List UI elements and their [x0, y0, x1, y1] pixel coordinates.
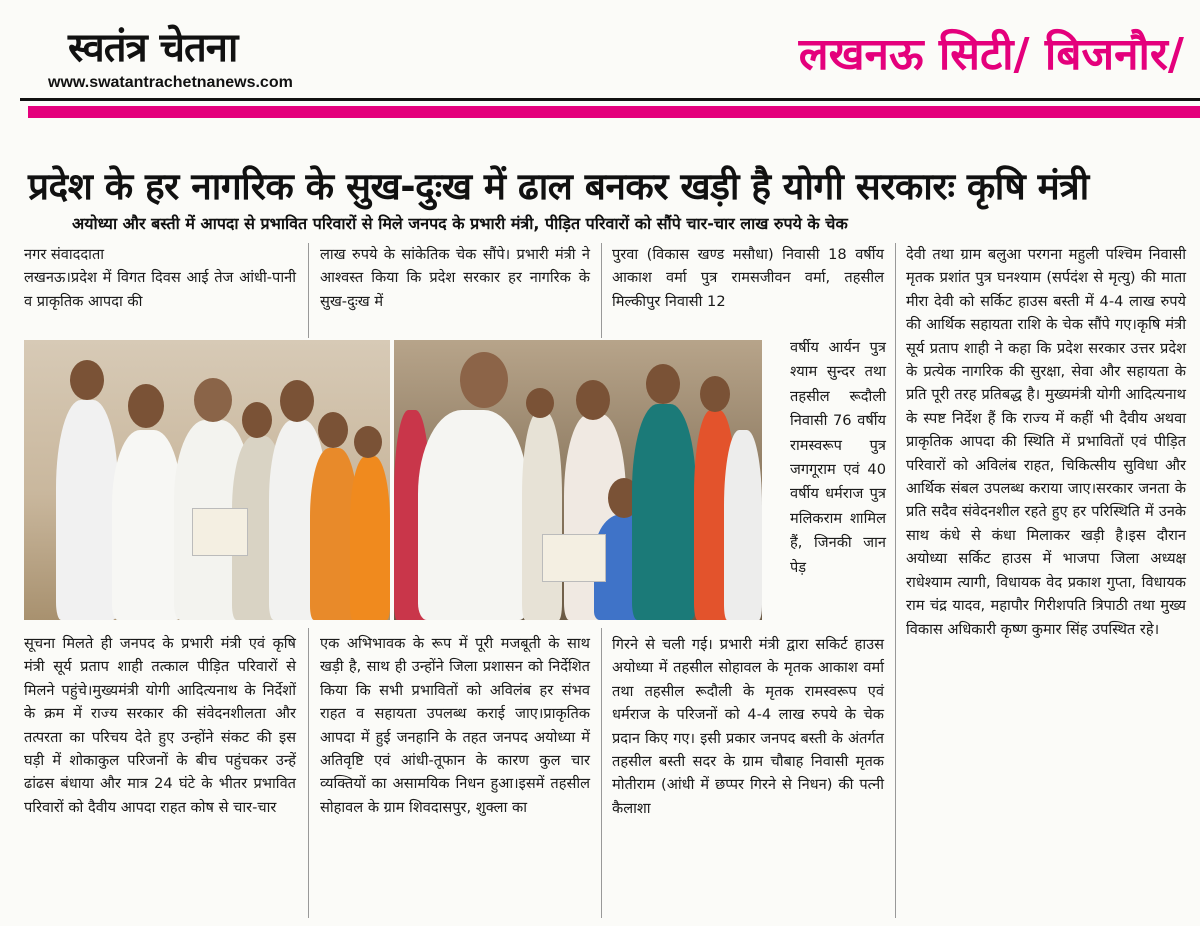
article-subheadline: अयोध्या और बस्ती में आपदा से प्रभावित परिवारों से मिले जनपद के प्रभारी मंत्री, पीड़ित परिवारों को सौंपे चार-चार लाख रुपये के चेक [72, 214, 848, 233]
photo-person [56, 400, 118, 620]
column-2-bottom [320, 632, 590, 819]
column-3-bottom-text: गिरने से चली गई। प्रभारी मंत्री द्वारा सकिर्ट हाउस अयोध्या में तहसील सोहावल के मृतक आकाश वर्मा तथा तहसील रूदौली के मृतक रामस्वरूप एवं धर्मराज के परिजनों को 4-4 लाख रुपये के चेक प्रदान किए गए। इसी प्रकार जनपद बस्ती के अंतर्गत तहसील बस्ती सदर के ग्राम चौबाह निवासी मृतक मोतीराम (आंधी में छप्पर गिरने से निधन) की पत्नी कैलाशा [612, 636, 884, 817]
photo-head [128, 384, 164, 428]
byline: नगर संवाददाता [24, 246, 105, 263]
masthead-rule [20, 98, 1200, 101]
masthead-logo: स्वतंत्र चेतना [68, 24, 238, 71]
masthead-accent-bar [28, 106, 1200, 118]
photo-head [354, 426, 382, 458]
column-divider [601, 628, 602, 918]
column-4-text: देवी तथा ग्राम बलुआ परगना महुली पश्चिम निवासी मृतक प्रशांत पुत्र घनश्याम (सर्पदंश से मृत्यु) की माता मीरा देवी को सर्किट हाउस बस्ती में 4-4 लाख रुपये की आर्थिक सहायता राशि के चेक सौंपे गए।कृषि मंत्री सूर्य प्रताप शाही ने कहा कि प्रदेश सरकार उत्तर प्रदेश के प्रत्येक नागरिक की सुरक्षा, सेवा और सहायता के प्रति पूरी तरह प्रतिबद्ध है। मुख्यमंत्री योगी आदित्यनाथ के स्पष्ट निर्देश हैं कि राज्य में कहीं भी दैवीय अथवा प्राकृतिक आपदा की स्थिति में प्रभावितों एवं पीड़ित परिवारों को अविलंब राहत, चिकित्सीय सुविधा और आर्थिक संबल उपलब्ध कराया जाए।सरकार जनता के प्रति सदैव संवेदनशील रहते हुए हर परिस्थिति में उनके साथ कंधे से कंधा मिलाकर खड़ी है।इस दौरान अयोध्या सर्किट हाउस में भाजपा जिला अध्यक्ष राधेश्याम त्यागी, विधायक वेद प्रकाश गुप्ता, विधायक राम चंद्र यादव, महापौर गिरीशपति त्रिपाठी तथा मुख्य विकास अधिकारी कृष्ण कुमार सिंह उपस्थित रहे। [906, 246, 1186, 638]
column-divider [601, 243, 602, 338]
column-2-top-text: लाख रुपये के सांकेतिक चेक सौंपे। प्रभारी मंत्री ने आश्वस्त किया कि प्रदेश सरकार हर नागरिक के सुख-दुःख में [320, 246, 590, 310]
photo-head [242, 402, 272, 438]
photo-head [646, 364, 680, 404]
column-3-top-text: पुरवा (विकास खण्ड मसौधा) निवासी 18 वर्षीय आकाश वर्मा पुत्र रामसजीवन वर्मा, तहसील मिल्कीपुर निवासी 12 [612, 246, 884, 310]
article-headline: प्रदेश के हर नागरिक के सुख-दुःख में ढाल बनकर खड़ी है योगी सरकारः कृषि मंत्री [28, 164, 1089, 208]
column-3-narrow [790, 336, 886, 580]
photo-person [112, 430, 182, 620]
column-4 [906, 243, 1186, 641]
photo-cheque [542, 534, 606, 582]
column-divider [895, 243, 896, 918]
photo-head [318, 412, 348, 448]
photo-head [700, 376, 730, 412]
column-3-bottom [612, 633, 884, 820]
photo-circuit-house-basti [394, 340, 762, 620]
photo-person [418, 410, 528, 620]
column-divider [308, 628, 309, 918]
section-tag: लखनऊ सिटी/ बिजनौर/ [798, 29, 1184, 80]
photo-circuit-house-ayodhya [24, 340, 390, 620]
column-1-bottom-text: सूचना मिलते ही जनपद के प्रभारी मंत्री एवं कृषि मंत्री सूर्य प्रताप शाही तत्काल पीड़ित परिवारों से मिलने पहुंचे।मुख्यमंत्री योगी आदित्यनाथ के निर्देशों के क्रम में राज्य सरकार की संवेदनशीलता और तत्परता का परिचय देते हुए उन्होंने संकट की इस घड़ी में शोकाकुल परिजनों के बीच पहुंचकर उन्हें ढांढस बंधाया और मात्र 24 घंटे के भीतर प्रभावित परिवारों को दैवीय आपदा राहत कोष से चार-चार [24, 635, 296, 816]
photo-head [576, 380, 610, 420]
masthead-website: www.swatantrachetnanews.com [48, 74, 293, 91]
photo-person [632, 404, 696, 620]
column-1-top-text: लखनऊ।प्रदेश में विगत दिवस आई तेज आंधी-पानी व प्राकृतिक आपदा की [24, 269, 296, 310]
column-3-top [612, 243, 884, 313]
column-2-top [320, 243, 590, 313]
photo-head [526, 388, 554, 418]
column-2-bottom-text: एक अभिभावक के रूप में पूरी मजबूती के साथ खड़ी है, साथ ही उन्होंने जिला प्रशासन को निर्देशित किया कि सभी प्रभावितों को अविलंब हर संभव राहत व सहायता उपलब्ध कराई जाए।प्राकृतिक आपदा में हुई जनहानि के तहत जनपद अयोध्या में अतिवृष्टि एवं आंधी-तूफान के कारण कुल चार व्यक्तियों का असामयिक निधन हुआ।इसमें तहसील सोहावल के ग्राम शिवदासपुर, शुक्ला का [320, 635, 590, 816]
photo-person [522, 412, 562, 620]
column-divider [308, 243, 309, 338]
photo-person [724, 430, 762, 620]
photo-cheque [192, 508, 248, 556]
photo-head [460, 352, 508, 408]
photo-head [280, 380, 314, 422]
photo-person [350, 456, 390, 620]
column-1-bottom [24, 632, 296, 819]
photo-head [70, 360, 104, 400]
column-1-top [24, 243, 296, 313]
photo-head [194, 378, 232, 422]
column-3-narrow-text: वर्षीय आर्यन पुत्र श्याम सुन्दर तथा तहसील रूदौली निवासी 76 वर्षीय रामस्वरूप पुत्र जगगूराम एवं 40 वर्षीय धर्मराज पुत्र मलिकराम शामिल हैं, जिनकी जान पेड़ [790, 339, 886, 576]
